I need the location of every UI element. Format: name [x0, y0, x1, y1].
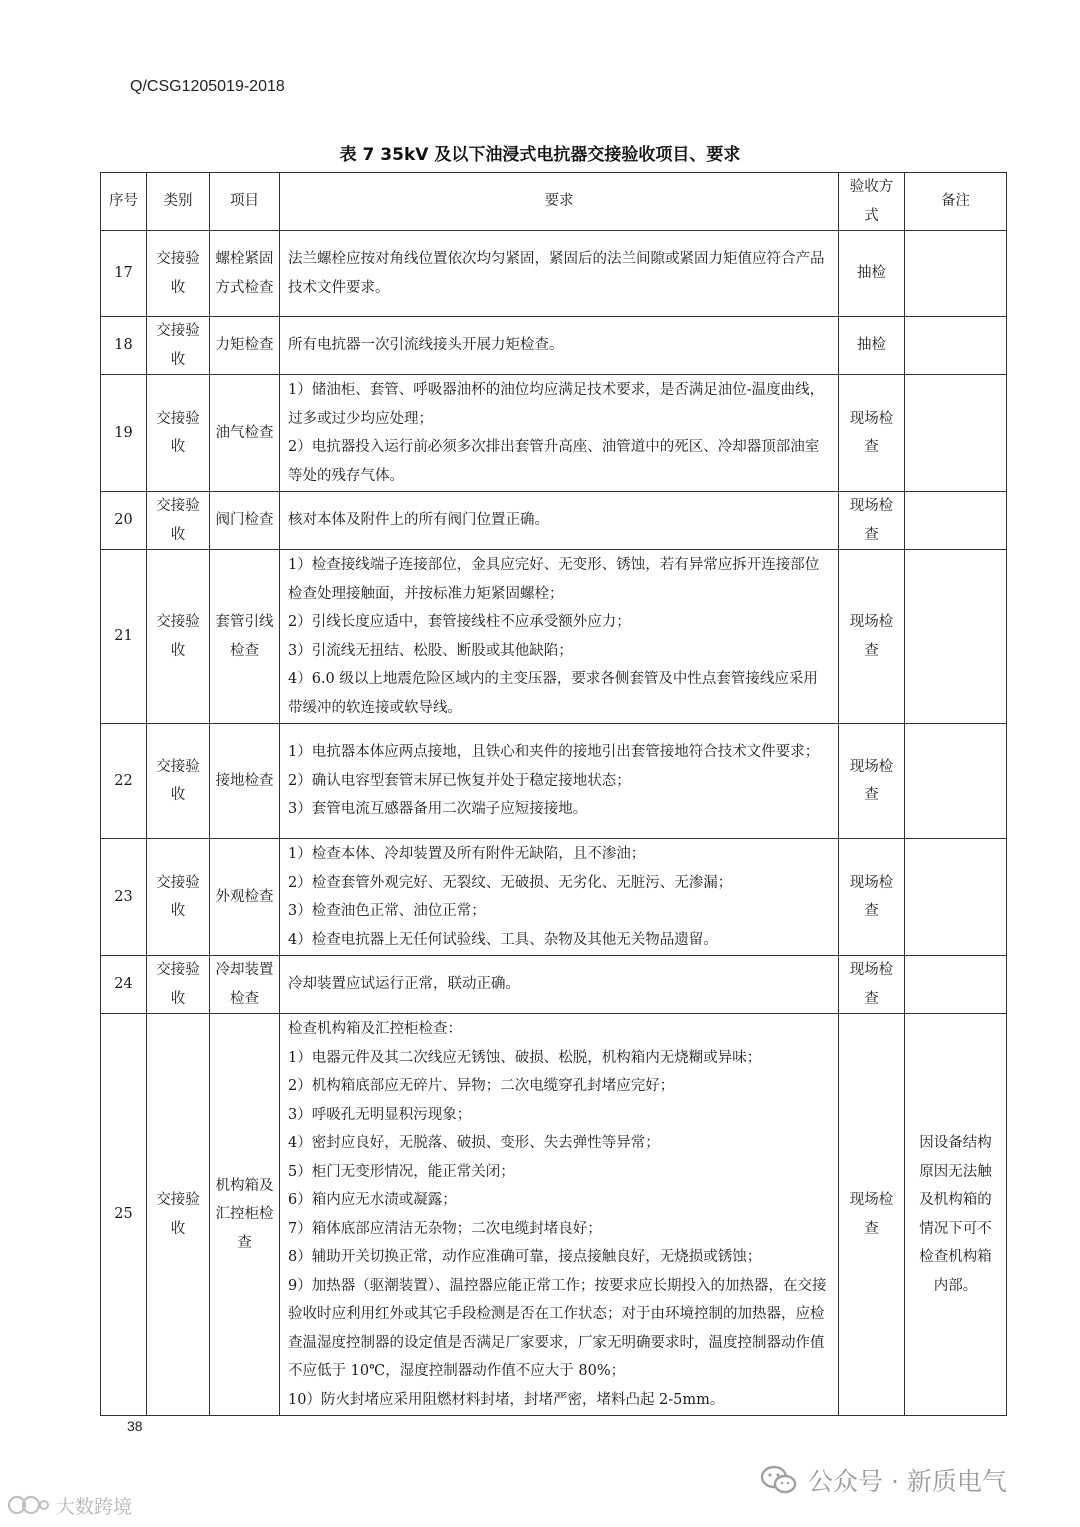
requirement-line: 3）套管电流互感器备用二次端子应短接接地。: [288, 801, 588, 818]
requirement-line: 法兰螺栓应按对角线位置依次均匀紧固，紧固后的法兰间隙或紧固力矩值应符合产品技术文件要求。: [288, 251, 825, 296]
watermark-brand: [6, 1490, 132, 1520]
requirement-line: 1）储油柜、套管、呼吸器油杯的油位均应满足技术要求，是否满足油位-温度曲线，过多或过少均应处理；: [288, 382, 825, 427]
requirement-line: 3）检查油色正常、油位正常；: [288, 903, 486, 919]
requirement-line: 9）加热器（驱潮装置）、温控器应能正常工作；按要求应长期投入的加热器，在交接验收时应利用红外或其它手段检测是否在工作状态；对于由环境控制的加热器，应检查温湿度控制器的设定值是否满足厂家要求，厂家无明确要求时，温度控制器动作值不应低于 10℃，湿度控制器动作值不应大于 80%；: [288, 1277, 827, 1379]
requirement-line: 6）箱内应无水渍或凝露；: [288, 1192, 457, 1208]
row-method-cell: 现场检查: [839, 724, 905, 839]
requirement-line: 4）密封应良好，无脱落、破损、变形、失去弹性等异常；: [288, 1135, 660, 1151]
row-item-cell: 力矩检查: [210, 317, 280, 375]
table-body: [101, 231, 1007, 1416]
row-remark-cell: [905, 231, 1007, 317]
document-code: Q/CSG1205019-2018: [130, 78, 285, 95]
watermark-brand-text: 大数跨境: [56, 1495, 133, 1518]
table-row: [101, 231, 1007, 317]
row-item-cell: 外观检查: [210, 839, 280, 956]
page-number: 38: [127, 1418, 143, 1434]
requirement-line: 3）呼吸孔无明显积污现象；: [288, 1106, 472, 1123]
row-remark-cell: [905, 724, 1007, 839]
row-item-cell: 套管引线检查: [210, 550, 280, 724]
table-row: [101, 492, 1007, 550]
row-remark-cell: [905, 956, 1007, 1014]
row-number-cell: 17: [101, 231, 147, 317]
row-category-cell: 交接验收: [147, 724, 210, 839]
row-item-cell: 接地检查: [210, 724, 280, 839]
header-method: 验收方式: [839, 173, 905, 231]
row-item-cell: 阀门检查: [210, 492, 280, 550]
row-category-cell: 交接验收: [147, 1014, 210, 1416]
row-requirement-cell: [280, 317, 839, 375]
row-remark-cell: [905, 550, 1007, 724]
requirement-line: 2）引线长度应适中，套管接线柱不应承受额外应力；: [288, 614, 631, 630]
requirement-line: 7）箱体底部应清洁无杂物；二次电缆封堵良好；: [288, 1220, 602, 1237]
header-category: 类别: [147, 173, 210, 231]
row-remark-cell: [905, 492, 1007, 550]
row-method-cell: 抽检: [839, 317, 905, 375]
header-no: 序号: [101, 173, 147, 231]
row-number-cell: 24: [101, 956, 147, 1014]
row-requirement-cell: [280, 839, 839, 956]
requirement-line: 10）防火封堵应采用阻燃材料封堵，封堵严密，堵料凸起 2-5mm。: [288, 1391, 725, 1408]
table-title: 表 7 35kV 及以下油浸式电抗器交接验收项目、要求: [339, 145, 741, 165]
row-category-cell: 交接验收: [147, 550, 210, 724]
row-requirement-cell: [280, 1014, 839, 1416]
row-category-cell: 交接验收: [147, 375, 210, 492]
requirement-line: 8）辅助开关切换正常，动作应准确可靠，接点接触良好，无烧损或锈蚀；: [288, 1249, 762, 1265]
row-category-cell: 交接验收: [147, 231, 210, 317]
row-method-cell: 现场检查: [839, 956, 905, 1014]
requirement-line: 2）电抗器投入运行前必须多次排出套管升高座、油管道中的死区、冷却器顶部油室等处的残存气体。: [288, 439, 820, 484]
requirement-line: 1）检查本体、冷却装置及所有附件无缺陷，且不渗油；: [288, 846, 646, 862]
row-number-cell: 19: [101, 375, 147, 492]
table-row: [101, 375, 1007, 492]
header-requirement: 要求: [280, 173, 839, 231]
requirement-line: 检查机构箱及汇控柜检查：: [288, 1021, 462, 1037]
row-requirement-cell: [280, 492, 839, 550]
row-category-cell: 交接验收: [147, 317, 210, 375]
row-method-cell: 现场检查: [839, 492, 905, 550]
row-number-cell: 18: [101, 317, 147, 375]
watermark-wechat: [760, 1460, 1050, 1500]
table-row: [101, 1014, 1007, 1416]
wechat-icon: [760, 1464, 798, 1496]
table-row: [101, 956, 1007, 1014]
row-number-cell: 22: [101, 724, 147, 839]
requirement-line: 1）电器元件及其二次线应无锈蚀、破损、松脱，机构箱内无烧糊或异味；: [288, 1049, 762, 1066]
requirement-line: 冷却装置应试运行正常，联动正确。: [288, 976, 520, 993]
table-row: [101, 550, 1007, 724]
row-method-cell: 现场检查: [839, 375, 905, 492]
row-remark-cell: [905, 375, 1007, 492]
row-method-cell: 抽检: [839, 231, 905, 317]
requirement-line: 4）6.0 级以上地震危险区域内的主变压器，要求各侧套管及中性点套管接线应采用带缓冲的软连接或软导线。: [288, 671, 818, 716]
header-item: 项目: [210, 173, 280, 231]
requirement-line: 4）检查电抗器上无任何试验线、工具、杂物及其他无关物品遗留。: [288, 931, 718, 948]
brand-logo-icon: [6, 1494, 50, 1516]
row-requirement-cell: [280, 550, 839, 724]
table-header-row: [101, 173, 1007, 231]
row-requirement-cell: [280, 231, 839, 317]
requirement-line: 核对本体及附件上的所有阀门位置正确。: [288, 512, 549, 529]
header-remark: 备注: [905, 173, 1007, 231]
row-item-cell: 油气检查: [210, 375, 280, 492]
row-method-cell: 现场检查: [839, 550, 905, 724]
row-item-cell: 螺栓紧固方式检查: [210, 231, 280, 317]
row-remark-cell: 因设备结构原因无法触及机构箱的情况下可不检查机构箱内部。: [905, 1014, 1007, 1416]
row-requirement-cell: [280, 724, 839, 839]
table-row: [101, 839, 1007, 956]
row-number-cell: 23: [101, 839, 147, 956]
row-number-cell: 25: [101, 1014, 147, 1416]
row-category-cell: 交接验收: [147, 839, 210, 956]
requirement-line: 5）柜门无变形情况，能正常关闭；: [288, 1163, 515, 1180]
row-number-cell: 20: [101, 492, 147, 550]
requirement-line: 3）引流线无扭结、松股、断股或其他缺陷；: [288, 642, 573, 659]
table-row: [101, 317, 1007, 375]
table-row: [101, 724, 1007, 839]
row-item-cell: 冷却装置检查: [210, 956, 280, 1014]
row-remark-cell: [905, 839, 1007, 956]
acceptance-table: [100, 172, 1007, 1416]
requirement-line: 1）检查接线端子连接部位，金具应完好、无变形、锈蚀，若有异常应拆开连接部位检查处理接触面，并按标准力矩紧固螺栓；: [288, 557, 820, 602]
row-number-cell: 21: [101, 550, 147, 724]
requirement-line: 2）确认电容型套管末屏已恢复并处于稳定接地状态；: [288, 772, 631, 789]
requirement-line: 2）检查套管外观完好、无裂纹、无破损、无劣化、无脏污、无渗漏；: [288, 874, 733, 891]
row-category-cell: 交接验收: [147, 956, 210, 1014]
row-remark-cell: [905, 317, 1007, 375]
row-requirement-cell: [280, 956, 839, 1014]
watermark-wechat-text: 公众号 · 新质电气: [808, 1467, 1007, 1496]
row-item-cell: 机构箱及汇控柜检查: [210, 1014, 280, 1416]
requirement-line: 1）电抗器本体应两点接地，且铁心和夹件的接地引出套管接地符合技术文件要求；: [288, 744, 820, 761]
row-method-cell: 现场检查: [839, 1014, 905, 1416]
requirement-line: 所有电抗器一次引流线接头开展力矩检查。: [288, 337, 564, 354]
row-requirement-cell: [280, 375, 839, 492]
row-method-cell: 现场检查: [839, 839, 905, 956]
row-category-cell: 交接验收: [147, 492, 210, 550]
requirement-line: 2）机构箱底部应无碎片、异物；二次电缆穿孔封堵应完好；: [288, 1078, 675, 1094]
